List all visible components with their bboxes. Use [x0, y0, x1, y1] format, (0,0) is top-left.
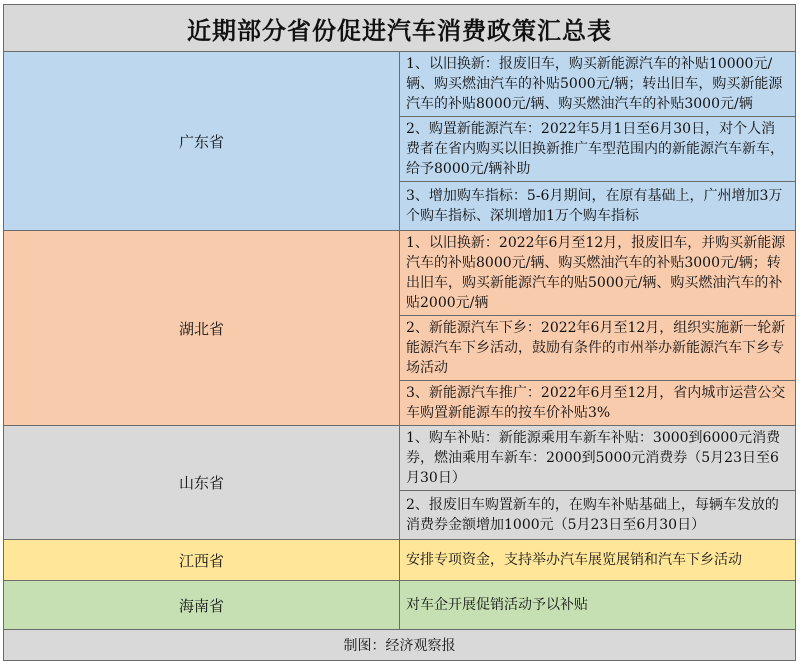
policy-item: 1、以旧换新：报废旧车，购买新能源汽车的补贴10000元/辆、购买燃油汽车的补贴5000元/辆；转出旧车，购买新能源汽车的补贴8000元/辆、购买燃油汽车的补贴3000元/辆 [400, 52, 796, 117]
policy-item: 安排专项资金，支持举办汽车展览展销和汽车下乡活动 [400, 540, 796, 581]
province-name-hainan: 海南省 [4, 581, 400, 630]
policy-item: 2、新能源汽车下乡：2022年6月至12月，组织实施新一轮新能源汽车下乡活动，鼓励有条件的市州举办新能源汽车下乡专场活动 [400, 316, 796, 381]
province-row-guangdong [4, 52, 796, 117]
province-name-hubei: 湖北省 [4, 231, 400, 426]
province-name-jiangxi: 江西省 [4, 540, 400, 581]
province-row-hainan [4, 581, 796, 630]
title-row [4, 5, 796, 52]
province-row-jiangxi [4, 540, 796, 581]
source-credit: 制图：经济观察报 [4, 630, 796, 661]
policy-item: 3、新能源汽车推广：2022年6月至12月，省内城市运营公交车购置新能源车的按车价补贴3% [400, 381, 796, 426]
policy-summary-table [3, 4, 796, 661]
table-title: 近期部分省份促进汽车消费政策汇总表 [4, 5, 796, 52]
footer-row [4, 630, 796, 661]
policy-item: 2、报废旧车购置新车的，在购车补贴基础上，每辆车发放的消费券金额增加1000元（5月23日至6月30日） [400, 491, 796, 540]
province-row-hubei [4, 231, 796, 316]
policy-item: 对车企开展促销活动予以补贴 [400, 581, 796, 630]
province-row-shandong [4, 426, 796, 491]
province-name-guangdong: 广东省 [4, 52, 400, 231]
province-name-shandong: 山东省 [4, 426, 400, 540]
policy-item: 3、增加购车指标：5-6月期间，在原有基础上，广州增加3万个购车指标、深圳增加1万个购车指标 [400, 182, 796, 231]
policy-item: 1、购车补贴：新能源乘用车新车补贴：3000到6000元消费券，燃油乘用车新车：2000到5000元消费券（5月23日至6月30日） [400, 426, 796, 491]
policy-item: 1、以旧换新：2022年6月至12月，报废旧车，并购买新能源汽车的补贴8000元/辆、购买燃油汽车的补贴3000元/辆；转出旧车，购买新能源汽车的贴5000元/辆、购买燃油汽车的补贴2000元/辆 [400, 231, 796, 316]
policy-item: 2、购置新能源汽车：2022年5月1日至6月30日，对个人消费者在省内购买以旧换新推广车型范围内的新能源汽车新车，给予8000元/辆补助 [400, 117, 796, 182]
